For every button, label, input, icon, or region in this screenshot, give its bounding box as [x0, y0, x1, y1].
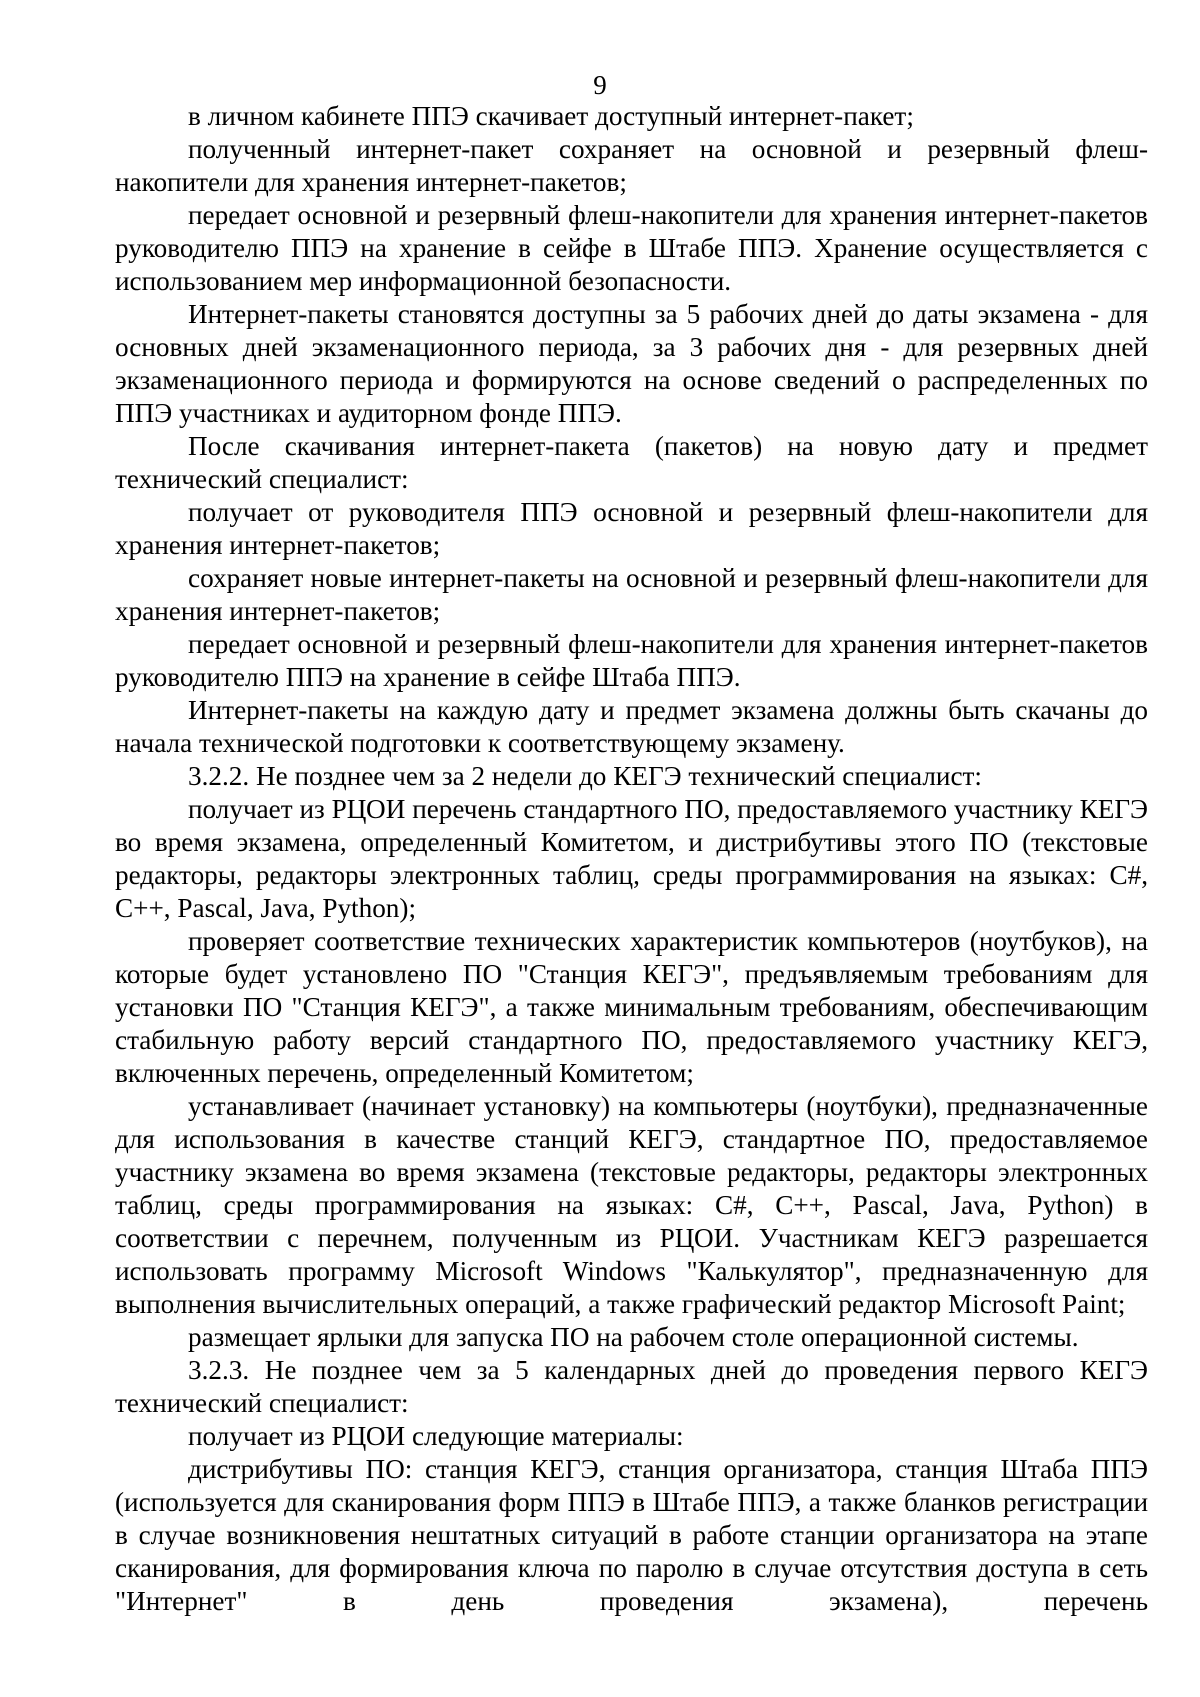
paragraph: дистрибутивы ПО: станция КЕГЭ, станция организатора, станция Штаба ППЭ (используется для сканирования форм ППЭ в Штабе ППЭ, а также бланков регистрации в случае возникновения нештатных ситуаций в работе станции организатора на этапе сканирования, для формирования ключа по паролю в случае отсутствия доступа в сеть "Интернет" в день проведения экзамена), перечень — [115, 1454, 1148, 1616]
paragraph: сохраняет новые интернет-пакеты на основной и резервный флеш-накопители для хранения интернет-пакетов; — [115, 563, 1148, 626]
paragraph: Интернет-пакеты становятся доступны за 5 рабочих дней до даты экзамена - для основных дней экзаменационного периода, за 3 рабочих дня - для резервных дней экзаменационного периода и формируются на основе сведений о распределенных по ППЭ участниках и аудиторном фонде ППЭ. — [115, 299, 1148, 428]
paragraph: Интернет-пакеты на каждую дату и предмет экзамена должны быть скачаны до начала технической подготовки к соответствующему экзамену. — [115, 695, 1148, 758]
paragraph: передает основной и резервный флеш-накопители для хранения интернет-пакетов руководителю ППЭ на хранение в сейфе в Штабе ППЭ. Хранение осуществляется с использованием мер информационной безопасности. — [115, 200, 1148, 296]
page-number: 9 — [593, 70, 607, 100]
section-heading-3-2-2: 3.2.2. Не позднее чем за 2 недели до КЕГЭ технический специалист: — [188, 761, 982, 791]
paragraph: получает от руководителя ППЭ основной и резервный флеш-накопители для хранения интернет-пакетов; — [115, 497, 1148, 560]
paragraph: полученный интернет-пакет сохраняет на основной и резервный флеш-накопители для хранения интернет-пакетов; — [115, 134, 1148, 197]
paragraph: устанавливает (начинает установку) на компьютеры (ноутбуки), предназначенные для использования в качестве станций КЕГЭ, стандартное ПО, предоставляемое участнику экзамена во время экзамена (текстовые редакторы, редакторы электронных таблиц, среды программирования на языках: C#, C++, Pascal, Java, Python) в соответствии с перечнем, полученным из РЦОИ. Участникам КЕГЭ разрешается использовать программу Microsoft Windows "Калькулятор", предназначенную для выполнения вычислительных операций, а также графический редактор Microsoft Paint; — [115, 1091, 1148, 1319]
document-body — [115, 100, 1148, 1618]
paragraph: После скачивания интернет-пакета (пакетов) на новую дату и предмет технический специалист: — [115, 431, 1148, 494]
paragraph: получает из РЦОИ перечень стандартного ПО, предоставляемого участнику КЕГЭ во время экзамена, определенный Комитетом, и дистрибутивы этого ПО (текстовые редакторы, редакторы электронных таблиц, среды программирования на языках: C#, C++, Pascal, Java, Python); — [115, 794, 1148, 923]
paragraph: проверяет соответствие технических характеристик компьютеров (ноутбуков), на которые будет установлено ПО "Станция КЕГЭ", предъявляемым требованиям для установки ПО "Станция КЕГЭ", а также минимальным требованиям, обеспечивающим стабильную работу версий стандартного ПО, предоставляемого участнику КЕГЭ, включенных перечень, определенный Комитетом; — [115, 926, 1148, 1088]
paragraph: передает основной и резервный флеш-накопители для хранения интернет-пакетов руководителю ППЭ на хранение в сейфе Штаба ППЭ. — [115, 629, 1148, 692]
paragraph: размещает ярлыки для запуска ПО на рабочем столе операционной системы. — [188, 1322, 1079, 1352]
section-heading-3-2-3: 3.2.3. Не позднее чем за 5 календарных дней до проведения первого КЕГЭ технический специалист: — [115, 1355, 1148, 1418]
paragraph: получает из РЦОИ следующие материалы: — [188, 1421, 684, 1451]
paragraph: в личном кабинете ППЭ скачивает доступный интернет-пакет; — [188, 101, 914, 131]
